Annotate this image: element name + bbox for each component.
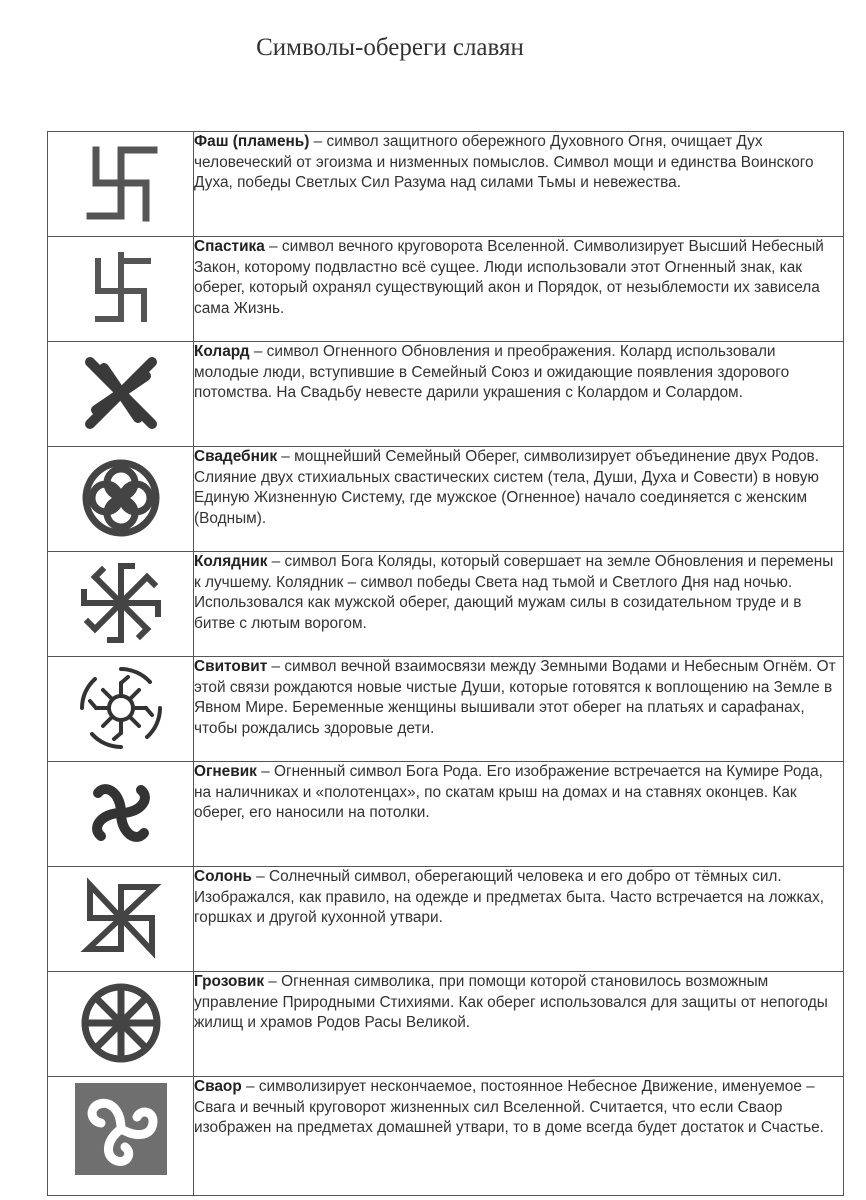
table-row: [48, 237, 844, 342]
symbol-name: Сваор: [194, 1078, 242, 1095]
fash-icon: [76, 138, 166, 228]
description-cell: [194, 447, 844, 552]
symbol-description: – Огненная символика, при помощи которой становилось возможным управление Природными Стихиями. Как оберег использовался для защиты от непогоды жилищ и храмов Родов Расы Великой.: [194, 973, 828, 1031]
svastika-icon: [76, 243, 166, 333]
description-cell: [194, 867, 844, 972]
symbol-name: Огневик: [194, 763, 257, 780]
table-row: [48, 342, 844, 447]
description-cell: [194, 1077, 844, 1196]
description-cell: [194, 132, 844, 237]
kolyadnik-icon: [76, 558, 166, 648]
svadebnik-icon: [76, 453, 166, 543]
page-title: Символы-обереги славян: [256, 34, 524, 61]
symbol-description: – Огненный символ Бога Рода. Его изображение встречается на Кумире Рода, на наличниках и «полотенцах», по скатам крыш на домах и на ставнях оконцев. Как оберег, его наносили на потолки.: [194, 763, 823, 821]
symbol-name: Солонь: [194, 868, 252, 885]
icon-cell: [48, 447, 194, 552]
symbol-description: – символ вечного круговорота Вселенной. Символизирует Высший Небесный Закон, которому подвластно всё сущее. Люди использовали этот Огненный знак, как оберег, который охранял существующий акон и Порядок, от незыблемости их зависела сама Жизнь.: [194, 238, 824, 317]
kolard-icon: [76, 348, 166, 438]
symbol-name: Колард: [194, 343, 250, 360]
svitovit-icon: [76, 663, 166, 753]
description-cell: [194, 237, 844, 342]
table-row: [48, 1077, 844, 1196]
symbol-description: – Солнечный символ, оберегающий человека и его добро от тёмных сил. Изображался, как правило, на одежде и предметах быта. Часто встречается на ложках, горшках и другой кухонной утвари.: [194, 868, 825, 926]
icon-cell: [48, 867, 194, 972]
symbol-description: – символ Огненного Обновления и преображения. Колард использовали молодые люди, вступившие в Семейный Союз и ожидающие появления здорового потомства. На Свадьбу невесте дарили украшения с Колардом и Солардом.: [194, 343, 790, 401]
table-row: [48, 972, 844, 1077]
symbol-description: – символизирует нескончаемое, постоянное Небесное Движение, именуемое – Свага и вечный круговорот жизненных сил Вселенной. Считается, что если Сваор изображен на предметах домашней утвари, то в доме всегда будет достаток и Счастье.: [194, 1078, 824, 1136]
icon-cell: [48, 657, 194, 762]
description-cell: [194, 762, 844, 867]
table-row: [48, 657, 844, 762]
icon-cell: [48, 237, 194, 342]
svaor-icon: [75, 1083, 167, 1175]
description-cell: [194, 552, 844, 657]
symbol-description: – символ вечной взаимосвязи между Земными Водами и Небесным Огнём. От этой связи рождаются новые чистые Души, которые готовятся к воплощению на Земле в Явном Мире. Беременные женщины вышивали этот оберег на платьях и сарафанах, чтобы рождались здоровые дети.: [194, 658, 836, 737]
icon-cell: [48, 1077, 194, 1196]
table-row: [48, 552, 844, 657]
description-cell: [194, 342, 844, 447]
symbol-description: – мощнейший Семейный Оберег, символизирует объединение двух Родов. Слияние двух стихиальных свастических систем (тела, Души, Духа и Совести) в новую Единую Жизненную Систему, где мужское (Огненное) начало соединяется с женским (Водным).: [194, 448, 820, 527]
symbols-table: [47, 131, 844, 1196]
icon-cell: [48, 552, 194, 657]
solon-icon: [76, 873, 166, 963]
symbol-description: – символ Бога Коляды, который совершает на земле Обновления и перемены к лучшему. Колядник – символ победы Света над тьмой и Светлого Дня над ночью. Использовался как мужской оберег, дающий мужам силы в созидательном труде и в битве с лютым ворогом.: [194, 553, 834, 632]
ognevik-icon: [76, 768, 166, 858]
grozovik-icon: [76, 978, 166, 1068]
symbol-name: Грозовик: [194, 973, 265, 990]
symbol-name: Спастика: [194, 238, 265, 255]
symbol-description: – символ защитного обережного Духовного Огня, очищает Дух человеческий от эгоизма и низменных помыслов. Символ мощи и единства Воинского Духа, победы Светлых Сил Разума над силами Тьмы и невежества.: [194, 133, 814, 191]
icon-cell: [48, 342, 194, 447]
icon-cell: [48, 972, 194, 1077]
table-row: [48, 132, 844, 237]
symbol-name: Свадебник: [194, 448, 278, 465]
symbol-name: Свитовит: [194, 658, 268, 675]
symbol-name: Фаш (пламень): [194, 133, 310, 150]
table-row: [48, 447, 844, 552]
table-row: [48, 867, 844, 972]
icon-cell: [48, 762, 194, 867]
symbol-name: Колядник: [194, 553, 268, 570]
description-cell: [194, 972, 844, 1077]
icon-cell: [48, 132, 194, 237]
description-cell: [194, 657, 844, 762]
table-row: [48, 762, 844, 867]
